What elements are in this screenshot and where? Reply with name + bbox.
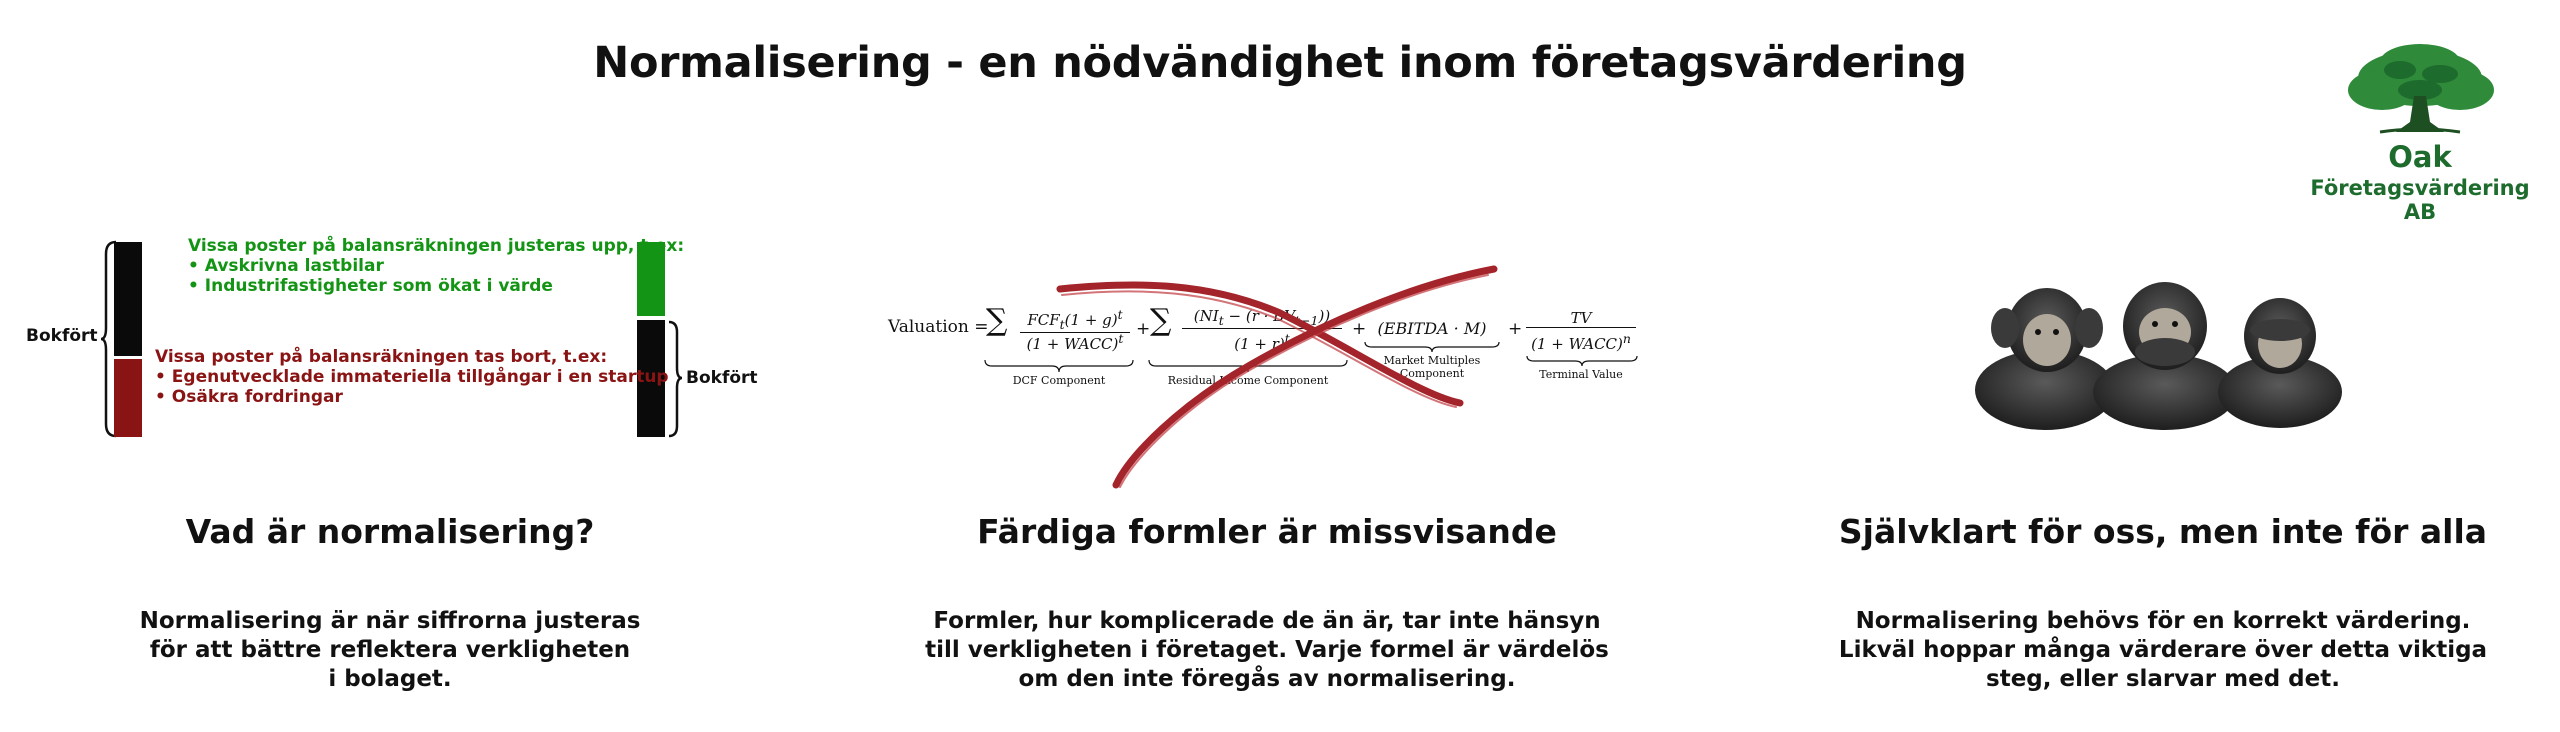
column-text-line: Formler, hur komplicerade de än är, tar inte hänsyn — [933, 608, 1601, 634]
column-text-line: om den inte föregås av normalisering. — [1018, 666, 1516, 692]
column-text-line: Normalisering är när siffrorna justeras — [139, 608, 641, 634]
mm-term: (EBITDA · M) — [1377, 319, 1487, 338]
plus-sign: + — [1136, 319, 1151, 339]
column-text-line: Likväl hoppar många värderare över detta viktiga — [1838, 637, 2488, 663]
column-text-line: steg, eller slarvar med det. — [1986, 666, 2340, 692]
bokfort-left-label: Bokfört — [26, 326, 98, 346]
removed-item: • Egenutvecklade immateriella tillgångar i en startup — [155, 367, 669, 387]
removed-item: • Osäkra fordringar — [155, 387, 343, 407]
ri-component-label: Residual Income Component — [1167, 374, 1329, 387]
three-wise-monkeys-image — [1975, 280, 2345, 430]
dcf-component-label: DCF Component — [1012, 374, 1106, 387]
book-value-bar — [114, 242, 142, 356]
column-heading: Självklart för oss, men inte för alla — [1838, 512, 2488, 551]
column-text — [0, 607, 810, 694]
adjusted-up-heading: Vissa poster på balansräkningen justeras upp, t.ex: — [188, 236, 685, 256]
column-text-line: till verkligheten i företaget. Varje formel är värdelös — [925, 637, 1609, 663]
logo-name-line2: Företagsvärdering AB — [2310, 176, 2530, 224]
cross-out-icon — [880, 255, 1660, 495]
column-text — [1743, 607, 2560, 694]
plus-sign: + — [1508, 319, 1523, 339]
removed-heading: Vissa poster på balansräkningen tas bort, t.ex: — [155, 347, 608, 367]
sum-sign: ∑ — [986, 303, 1008, 338]
tv-denominator: (1 + WACC)$^n$ — [1531, 331, 1631, 353]
column-heading: Färdiga formler är missvisande — [977, 512, 1557, 551]
company-logo — [2300, 40, 2540, 224]
dcf-denominator: (1 + WACC)$^t$ — [1026, 331, 1124, 353]
logo-name-line1: Oak — [2388, 140, 2452, 174]
removed-note — [155, 347, 669, 407]
tv-numerator: TV — [1526, 309, 1636, 328]
ri-numerator: $(NI_t - (r \cdot BV_{t-1}))$ — [1182, 307, 1342, 329]
tv-component-label: Terminal Value — [1539, 368, 1623, 381]
mm-component-label: Market Multiples Component — [1383, 354, 1481, 380]
column-text-line: i bolaget. — [328, 666, 452, 692]
column-text — [847, 607, 1687, 694]
oak-tree-icon — [2300, 40, 2540, 140]
column-text-line: Normalisering behövs för en korrekt värdering. — [1855, 608, 2471, 634]
column-heading: Vad är normalisering? — [185, 512, 595, 551]
sum-sign: ∑ — [1150, 303, 1172, 338]
adjusted-up-item: • Industrifastigheter som ökat i värde — [188, 276, 553, 296]
removed-items-bar — [114, 359, 142, 437]
column-text-line: för att bättre reflektera verkligheten — [149, 637, 631, 663]
valuation-formula — [880, 255, 1660, 495]
right-brace-icon — [667, 320, 683, 438]
adjusted-up-note — [188, 236, 684, 296]
plus-sign: + — [1352, 319, 1367, 339]
page-title: Normalisering - en nödvändighet inom företagsvärdering — [593, 38, 1967, 88]
bokfort-right-label: Bokfört — [686, 368, 758, 388]
dcf-numerator: $FCF_t(1 + g)^t$ — [1020, 307, 1130, 333]
ri-denominator: $(1 + r)^t$ — [1234, 331, 1290, 353]
formula-lhs: Valuation = — [888, 317, 989, 337]
adjusted-up-item: • Avskrivna lastbilar — [188, 256, 384, 276]
